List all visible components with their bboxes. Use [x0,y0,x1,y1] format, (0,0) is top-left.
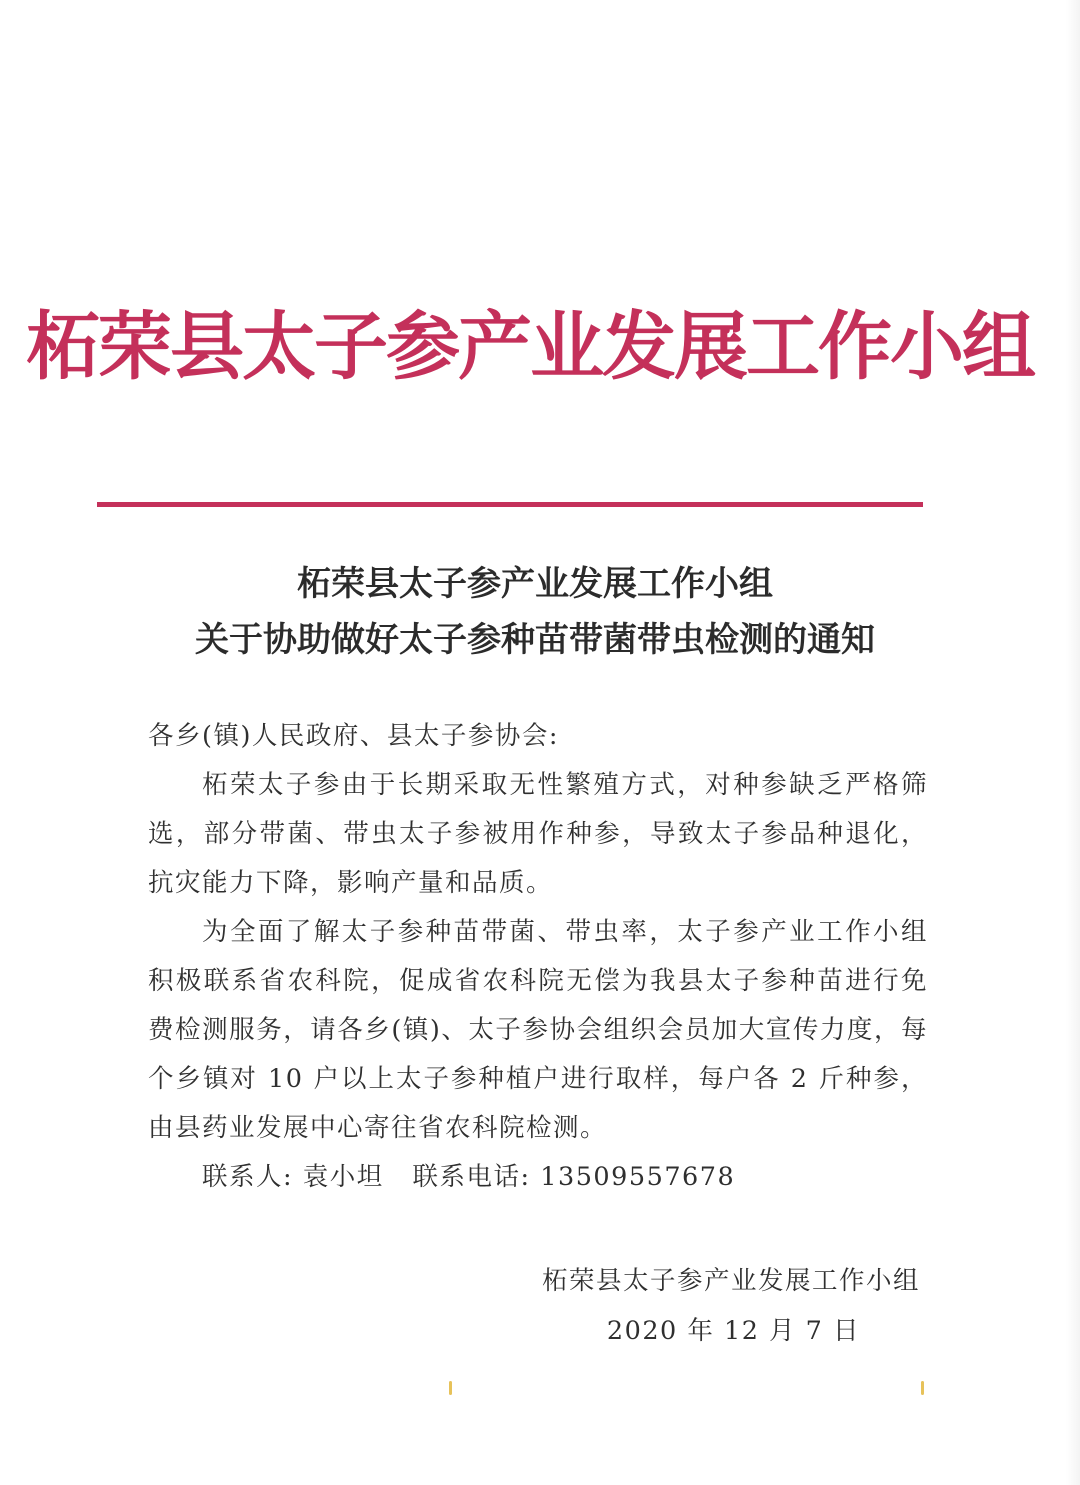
salutation: 各乡(镇)人民政府、县太子参协会: [148,721,559,751]
letterhead-red-rule [97,502,923,507]
signature-block [542,1256,920,1356]
contact-line [148,1153,928,1202]
body-paragraph-1: 柘荣太子参由于长期采取无性繁殖方式，对种参缺乏严格筛选，部分带菌、带虫太子参被用作种参，导致太子参品种退化，抗灾能力下降，影响产量和品质。 [148,770,928,898]
binding-mark-left [449,1381,452,1395]
signature-date: 2020 年 12 月 7 日 [606,1316,860,1346]
body-paragraph-2: 为全面了解太子参种苗带菌、带虫率，太子参产业工作小组积极联系省农科院，促成省农科院无偿为我县太子参种苗进行免费检测服务，请各乡(镇)、太子参协会组织会员加大宣传力度，每个乡镇对 10 户以上太子参种植户进行取样，每户各 2 斤种参，由县药业发展中心寄往省农科院检测。 [148,917,928,1143]
phone-label: 联系电话: [412,1162,531,1192]
document-title-line-1: 柘荣县太子参产业发展工作小组 [297,564,773,604]
signature-org: 柘荣县太子参产业发展工作小组 [541,1266,920,1296]
letterhead-org-name: 柘荣县太子参产业发展工作小组 [26,304,1034,390]
contact-label: 联系人: [202,1162,294,1192]
contact-name: 袁小坦 [302,1162,384,1192]
binding-mark-right [921,1381,924,1395]
scan-edge-shadow [1066,0,1080,1485]
document-title [0,556,1070,668]
document-body [148,712,928,1202]
document-title-line-2: 关于协助做好太子参种苗带菌带虫检测的通知 [195,620,875,660]
phone-number: 13509557678 [540,1162,736,1192]
